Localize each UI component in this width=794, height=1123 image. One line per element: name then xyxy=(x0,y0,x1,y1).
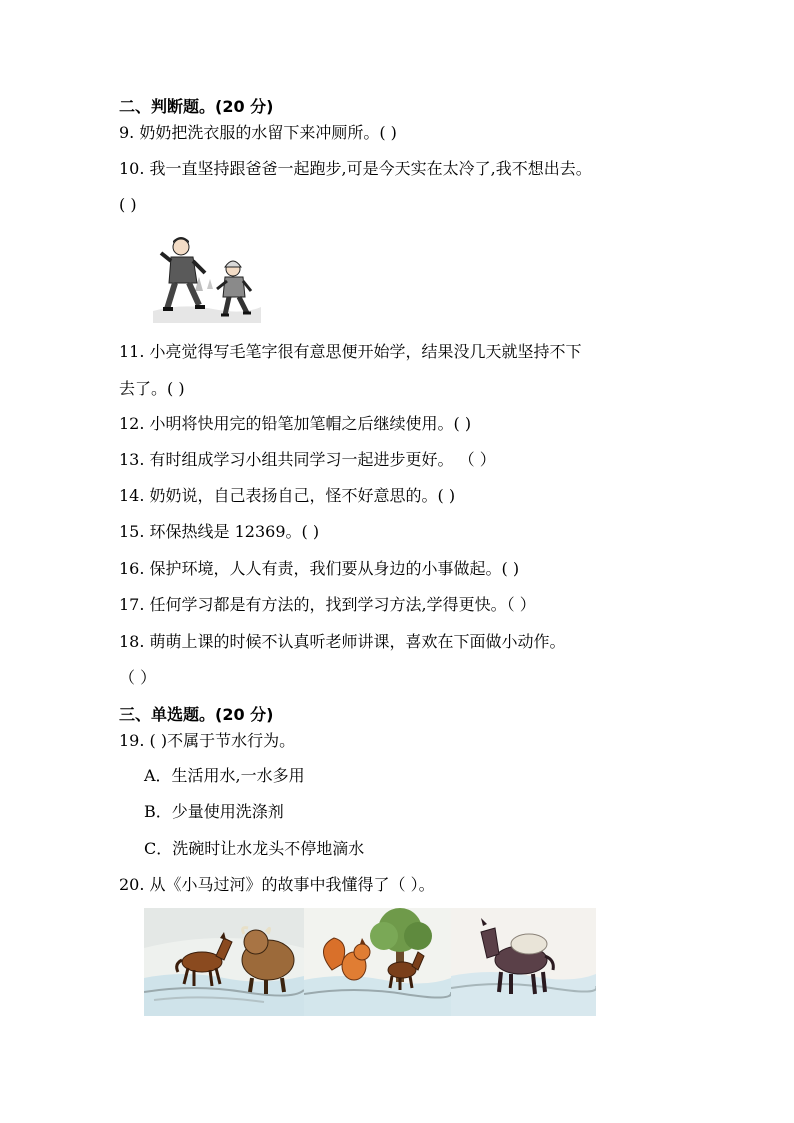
question-9: 9. 奶奶把洗衣服的水留下来冲厕所。( ) xyxy=(119,123,397,142)
question-10: 10. 我一直坚持跟爸爸一起跑步,可是今天实在太冷了,我不想出去。 xyxy=(119,159,592,178)
story-panel-pony-in-river xyxy=(451,908,596,1016)
question-14: 14. 奶奶说，自己表扬自己，怪不好意思的。( ) xyxy=(119,486,456,505)
question-12: 12. 小明将快用完的铅笔加笔帽之后继续使用。( ) xyxy=(119,414,472,433)
question-16: 16. 保护环境，人人有责，我们要从身边的小事做起。( ) xyxy=(119,559,520,578)
question-19: 19. ( )不属于节水行为。 xyxy=(119,731,296,750)
story-illustration-strip xyxy=(144,908,596,1016)
section3-heading: 三、单选题。(20 分) xyxy=(119,705,274,724)
question-11: 11. 小亮觉得写毛笔字很有意思便开始学，结果没几天就坚持不下 xyxy=(119,342,582,361)
section2-heading: 二、判断题。(20 分) xyxy=(119,97,274,116)
running-illustration xyxy=(153,233,261,323)
question-11-continued: 去了。( ) xyxy=(119,379,185,398)
question-20: 20. 从《小马过河》的故事中我懂得了（ ）。 xyxy=(119,875,435,894)
question-17: 17. 任何学习都是有方法的，找到学习方法,学得更快。（ ） xyxy=(119,595,536,614)
question-10-answer-blank: ( ) xyxy=(119,195,137,214)
question-19-option-b: B．少量使用洗涤剂 xyxy=(144,802,284,821)
story-panel-pony-and-ox xyxy=(144,908,304,1016)
question-19-option-a: A．生活用水,一水多用 xyxy=(144,766,305,785)
question-19-option-c: C．洗碗时让水龙头不停地滴水 xyxy=(144,839,365,858)
question-18: 18. 萌萌上课的时候不认真听老师讲课，喜欢在下面做小动作。 xyxy=(119,632,566,651)
question-13: 13. 有时组成学习小组共同学习一起进步更好。 （ ） xyxy=(119,450,496,469)
question-18-answer-blank: （ ） xyxy=(119,668,157,687)
question-15: 15. 环保热线是 12369。( ) xyxy=(119,522,320,541)
story-panel-squirrel xyxy=(304,908,451,1016)
